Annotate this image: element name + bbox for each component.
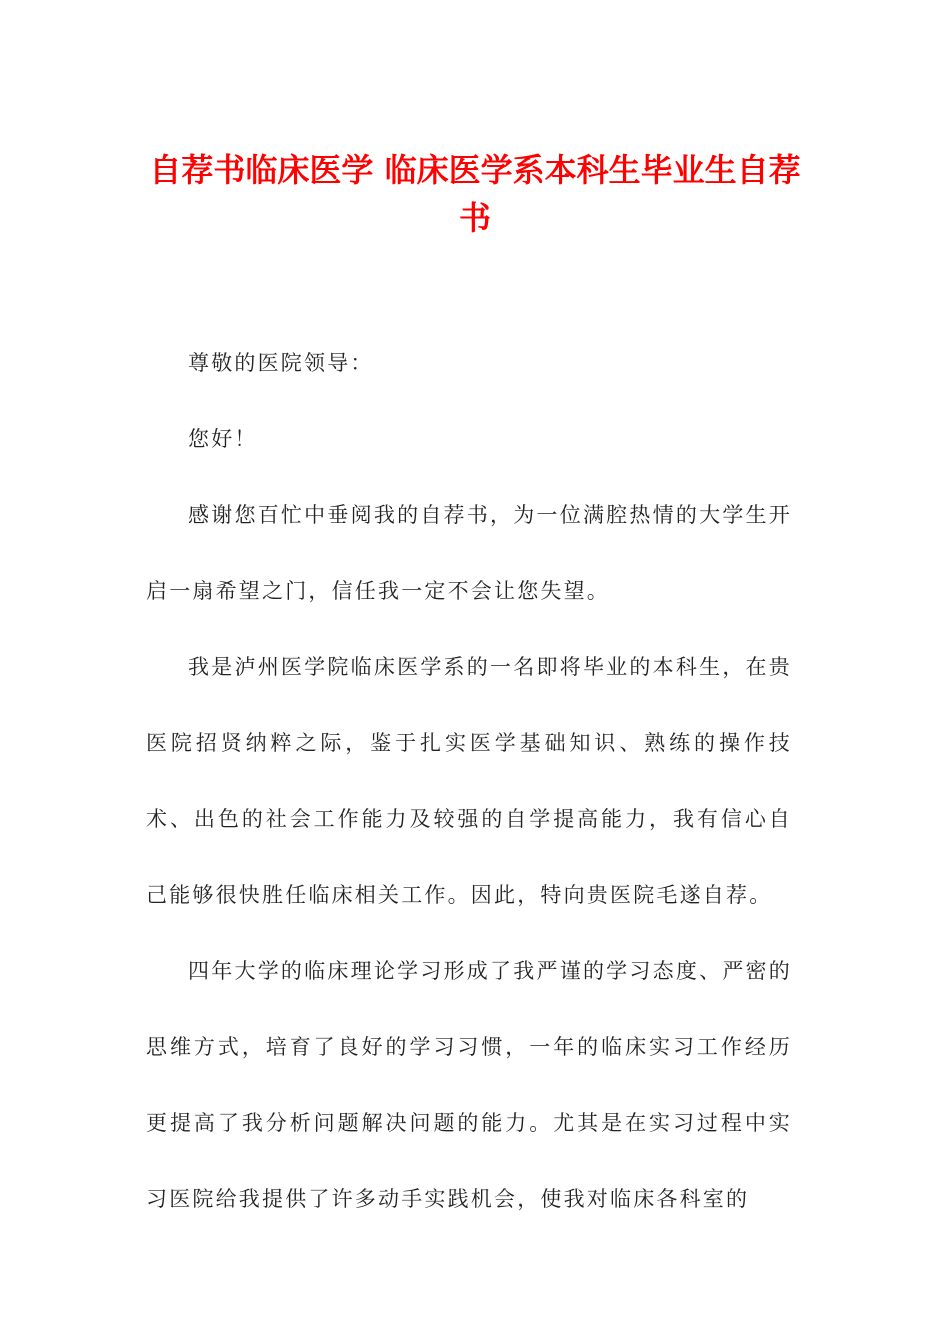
greeting: 您好！ (188, 427, 258, 451)
document-title: 自荐书临床医学 临床医学系本科生毕业生自荐书 (149, 151, 801, 237)
paragraph-study-experience: 四年大学的临床理论学习形成了我严谨的学习态度、严密的思维方式，培育了良好的学习习惯，一年的临床实习工作经历更提高了我分析问题解决问题的能力。尤其是在实习过程中实习医院给我提供了许多动手实践机会，使我对临床各科室的 (146, 959, 792, 1211)
document-body (146, 325, 792, 1237)
paragraph-introduction: 我是泸州医学院临床医学系的一名即将毕业的本科生，在贵医院招贤纳粹之际，鉴于扎实医学基础知识、熟练的操作技术、出色的社会工作能力及较强的自学提高能力，我有信心自己能够很快胜任临床相关工作。因此，特向贵医院毛遂自荐。 (146, 655, 792, 907)
salutation: 尊敬的医院领导： (188, 351, 374, 375)
paragraph-thanks: 感谢您百忙中垂阅我的自荐书，为一位满腔热情的大学生开启一扇希望之门，信任我一定不会让您失望。 (146, 503, 792, 603)
